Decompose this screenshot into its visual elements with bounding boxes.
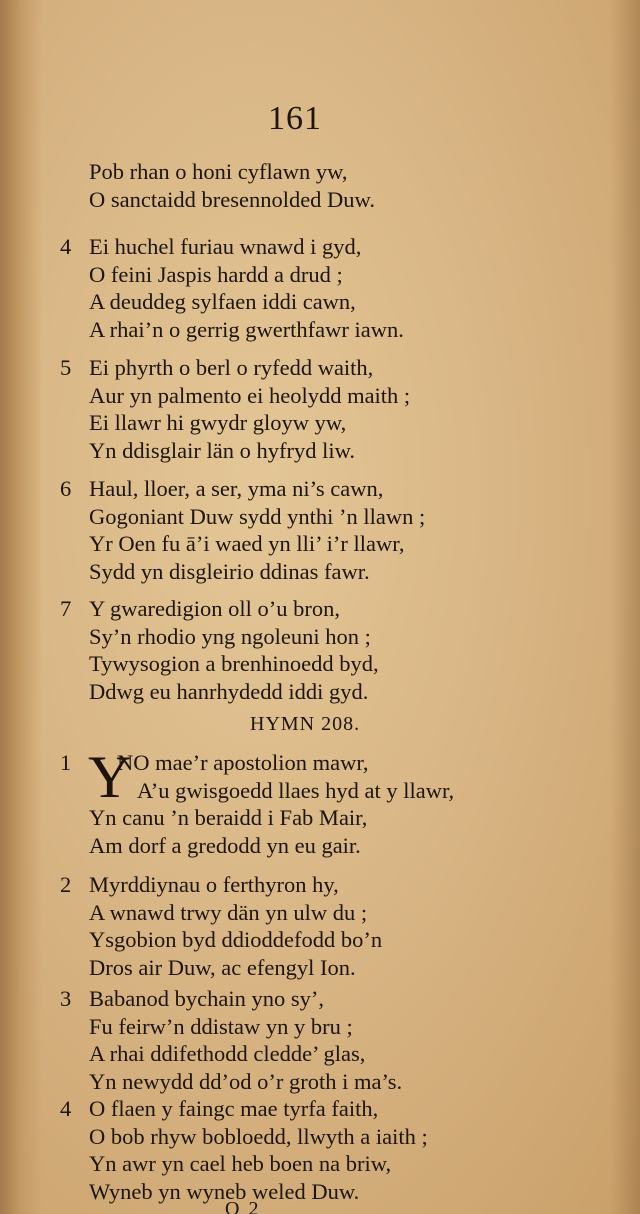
verse-line: Yn awr yn cael heb boen na briw,: [89, 1151, 392, 1176]
stanza-number: 6: [60, 476, 72, 501]
stanza-6: [60, 475, 530, 585]
verse-line: Haul, lloer, a ser, yma ni’s cawn,: [89, 476, 384, 501]
stanza-continued: [60, 158, 530, 213]
verse-line: Yr Oen fu ā’i waed yn lli’ i’r llawr,: [89, 531, 405, 556]
verse-line: Yn canu ’n beraidd i Fab Mair,: [89, 805, 368, 830]
verse-line: A deuddeg sylfaen iddi cawn,: [89, 289, 356, 314]
stanza-number: 3: [60, 986, 72, 1011]
verse-line: Tywysogion a brenhinoedd byd,: [89, 651, 379, 676]
verse-line: Wyneb yn wyneb weled Duw.: [89, 1178, 360, 1204]
verse-line: Ei huchel furiau wnawd i gyd,: [89, 234, 362, 259]
stanza-number: 5: [60, 355, 72, 380]
hymn-208-stanza-3: [60, 985, 530, 1095]
hymn-208-stanza-2: [60, 871, 530, 981]
verse-line: Y gwaredigion oll o’u bron,: [89, 596, 340, 621]
verse-line: A rhai ddifethodd cledde’ glas,: [89, 1041, 366, 1066]
stanza-4: [60, 233, 530, 343]
verse-line: Ei llawr hi gwydr gloyw yw,: [89, 410, 347, 435]
verse-line: Ddwg eu hanrhydedd iddi gyd.: [89, 678, 369, 704]
verse-line: Sy’n rhodio yng ngoleuni hon ;: [89, 623, 371, 649]
verse-line: A wnawd trwy dän yn ulw du ;: [89, 899, 368, 925]
verse-line: Gogoniant Duw sydd ynthi ’n llawn ;: [89, 503, 426, 529]
verse-line: Yn ddisglair län o hyfryd liw.: [89, 437, 356, 463]
stanza-number: 4: [60, 234, 72, 259]
verse-line: Pob rhan o honi cyflawn yw,: [89, 159, 348, 184]
verse-line: Ysgobion byd ddioddefodd bo’n: [89, 927, 383, 952]
verse-line: Yn newydd dd’od o’r groth i ma’s.: [89, 1068, 403, 1094]
verse-line: Babanod bychain yno sy’,: [89, 986, 324, 1011]
stanza-5: [60, 354, 530, 464]
verse-line: O flaen y faingc mae tyrfa faith,: [89, 1096, 379, 1121]
drop-cap-letter: Y: [88, 744, 132, 810]
verse-line: A rhai’n o gerrig gwerthfawr iawn.: [89, 316, 404, 342]
verse-line: Am dorf a gredodd yn eu gair.: [89, 832, 361, 858]
verse-line: Aur yn palmento ei heolydd maith ;: [89, 382, 411, 408]
stanza-number: 2: [60, 872, 72, 897]
verse-line: Dros air Duw, ac efengyl Ion.: [89, 954, 356, 980]
verse-line: Ei phyrth o berl o ryfedd waith,: [89, 355, 374, 380]
stanza-number: 7: [60, 596, 72, 621]
hymn-208-stanza-1: [60, 744, 530, 859]
verse-line: A’u gwisgoedd llaes hyd at y llawr,: [137, 777, 455, 803]
page-spine-shadow: [0, 0, 42, 1214]
signature-mark: O 2: [225, 1198, 261, 1214]
hymn-208-stanza-4: [60, 1095, 530, 1205]
verse-line: Sydd yn disgleirio ddinas fawr.: [89, 558, 370, 584]
page-number: 161: [268, 100, 322, 137]
verse-line: Fu feirw’n ddistaw yn y bru ;: [89, 1013, 353, 1039]
stanza-number: 4: [60, 1096, 72, 1121]
verse-line: O sanctaidd bresennolded Duw.: [89, 186, 375, 212]
verse-line: O feini Jaspis hardd a drud ;: [89, 261, 343, 287]
hymn-heading: HYMN 208.: [250, 713, 361, 735]
stanza-number: 1: [60, 750, 72, 775]
stanza-7: [60, 595, 530, 705]
verse-line: Myrddiynau o ferthyron hy,: [89, 872, 339, 897]
page-edge-shadow: [610, 0, 640, 1214]
verse-line: NO mae’r apostolion mawr,: [117, 750, 369, 775]
verse-line: O bob rhyw bobloedd, llwyth a iaith ;: [89, 1123, 428, 1149]
